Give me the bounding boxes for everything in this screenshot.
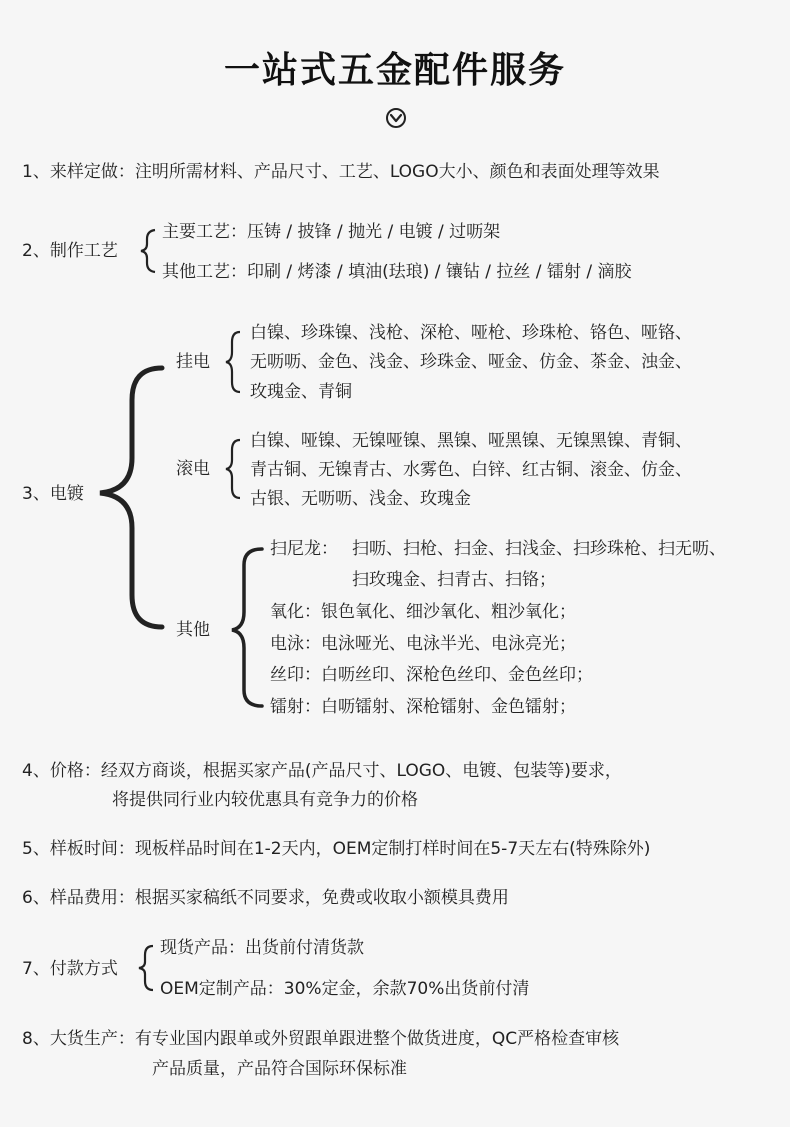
roll-plating-label: 滚电 (176, 459, 210, 479)
nylon-line: 扫呖、扫枪、扫金、扫浅金、扫珍珠枪、扫无呖、 (352, 539, 726, 559)
production-line: 8、大货生产：有专业国内跟单或外贸跟单跟进整个做货进度，QC严格检查审核 (22, 1029, 620, 1049)
roll-plating-line: 白镍、哑镍、无镍哑镍、黑镍、哑黑镍、无镍黑镍、青铜、 (250, 431, 692, 451)
price-line-2: 将提供同行业内较优惠具有竞争力的价格 (112, 790, 418, 810)
chevron-down-circle-icon (387, 109, 405, 127)
payment-line: OEM定制产品：30%定金，余款70%出货前付清 (160, 979, 530, 999)
production-line-2: 产品质量，产品符合国际环保标准 (152, 1059, 407, 1079)
price-line: 4、价格：经双方商谈，根据买家产品(产品尺寸、LOGO、电镀、包装等)要求， (22, 761, 622, 781)
nylon-line: 扫玫瑰金、扫青古、扫铬； (352, 570, 556, 590)
roll-plating-line: 青古铜、无镍青古、水雾色、白锌、红古铜、滚金、仿金、 (250, 460, 692, 480)
hang-plating-line: 玫瑰金、青铜 (250, 382, 352, 402)
nylon-label: 扫尼龙： (270, 539, 338, 559)
other-plating-label: 其他 (176, 620, 210, 640)
page-title: 一站式五金配件服务 (223, 50, 566, 91)
process-label: 2、制作工艺 (22, 241, 118, 261)
brace-other (232, 549, 262, 706)
sample-fee-line: 6、样品费用：根据买家稿纸不同要求，免费或收取小额模具费用 (22, 888, 509, 908)
brace-hang (226, 332, 240, 392)
hang-plating-line: 无呖呖、金色、浅金、珍珠金、哑金、仿金、茶金、浊金、 (250, 352, 692, 372)
hang-plating-label: 挂电 (176, 352, 210, 372)
silk-print-line: 丝印：白呖丝印、深枪色丝印、金色丝印； (270, 665, 593, 685)
sample-time-line: 5、样板时间：现板样品时间在1-2天内，OEM定制打样时间在5-7天左右(特殊除外) (22, 839, 651, 859)
other-process-line: 其他工艺：印刷 / 烤漆 / 填油(珐琅) / 镶钻 / 拉丝 / 镭射 / 滴胶 (162, 262, 632, 282)
brace-process (141, 230, 155, 272)
oxidation-line: 氧化：银色氧化、细沙氧化、粗沙氧化； (270, 602, 576, 622)
roll-plating-line: 古银、无呖呖、浅金、玫瑰金 (250, 489, 471, 509)
laser-line: 镭射：白呖镭射、深枪镭射、金色镭射； (270, 697, 576, 717)
electrophoresis-line: 电泳：电泳哑光、电泳半光、电泳亮光； (270, 634, 576, 654)
payment-label: 7、付款方式 (22, 959, 118, 979)
brace-payment (139, 946, 153, 990)
main-process-line: 主要工艺：压铸 / 披锋 / 抛光 / 电镀 / 过呖架 (162, 222, 501, 242)
hang-plating-line: 白镍、珍珠镍、浅枪、深枪、哑枪、珍珠枪、铬色、哑铬、 (250, 323, 692, 343)
plating-label: 3、电镀 (22, 484, 84, 504)
brace-roll (226, 440, 240, 498)
custom-sample-line: 1、来样定做：注明所需材料、产品尺寸、工艺、LOGO大小、颜色和表面处理等效果 (22, 162, 660, 182)
brace-plating (100, 368, 162, 627)
payment-line: 现货产品：出货前付清货款 (160, 938, 364, 958)
